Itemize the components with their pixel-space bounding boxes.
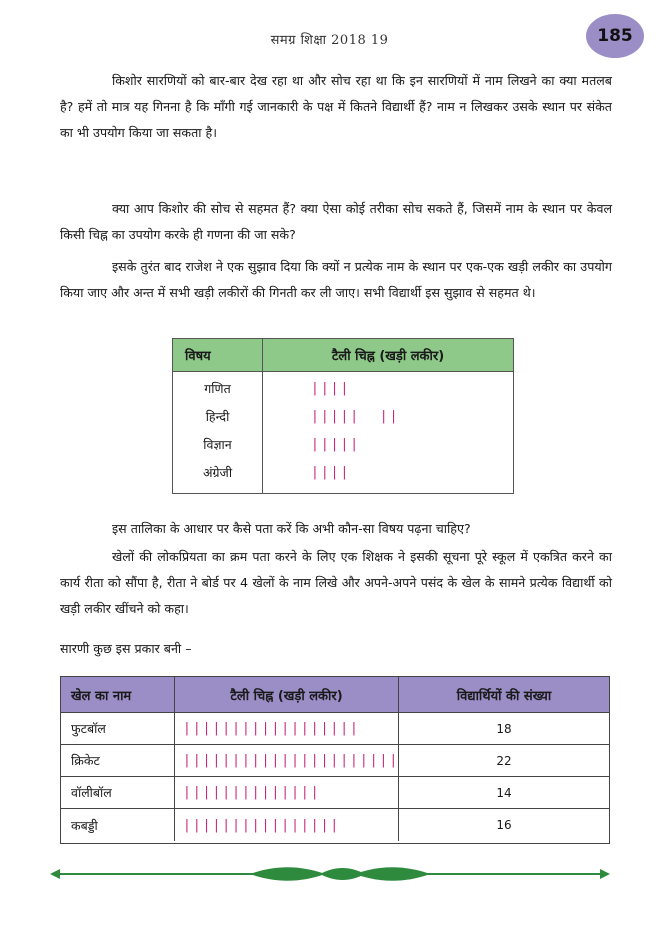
table-row	[61, 745, 609, 777]
sport-name: वॉलीबॉल	[61, 777, 175, 808]
subject-tally-table	[172, 338, 514, 494]
sport-name: फुटबॉल	[61, 713, 175, 744]
tally-marks: ||||	[311, 464, 351, 480]
student-count: 14	[496, 785, 512, 800]
table-row	[61, 777, 609, 809]
header-tally: टैली चिह्न (खड़ी लकीर)	[331, 349, 445, 364]
table-row	[61, 713, 609, 745]
tally-marks: |||||	[311, 436, 361, 452]
table-row	[61, 809, 609, 841]
sports-tally-table	[60, 676, 610, 844]
paragraph-kishore: किशोर सारणियों को बार-बार देख रहा था और सोच रहा था कि इन सारणियों में नाम लिखने का क्या मतलब है? हमें तो मात्र यह गिनना है कि माँगी गई जानकारी के पक्ष में कितने विद्यार्थी हैं? नाम न लिखकर उसके स्थान पर संकेत का भी उपयोग किया जा सकता है।	[60, 73, 612, 140]
student-count: 22	[496, 753, 512, 768]
student-count: 18	[496, 721, 512, 736]
paragraph-rajesh: इसके तुरंत बाद राजेश ने एक सुझाव दिया कि क्यों न प्रत्येक नाम के स्थान पर एक-एक खड़ी लकीर का उपयोग किया जाए और अन्त में सभी खड़ी लकीरों की गिनती कर ली जाए। सभी विद्यार्थी इस सुझाव से सहमत थे।	[60, 259, 612, 300]
header-subject: विषय	[173, 339, 263, 371]
header-student-count: विद्यार्थियों की संख्या	[456, 688, 552, 704]
subject-cell: अंग्रेजी	[202, 464, 233, 480]
tally-marks: ||||||||||||||||||||||	[183, 753, 400, 768]
header-sport-name: खेल का नाम	[61, 677, 175, 712]
subject-cell: हिन्दी	[205, 408, 230, 424]
paragraph-table-intro: सारणी कुछ इस प्रकार बनी –	[60, 641, 192, 656]
tally-marks: ||||||||||||||||||	[183, 721, 360, 736]
sport-name: क्रिकेट	[61, 745, 175, 776]
paragraph-table-question: इस तालिका के आधार पर कैसे पता करें कि अभी कौन-सा विषय पढ़ना चाहिए?	[112, 521, 471, 536]
paragraph-question: क्या आप किशोर की सोच से सहमत हैं? क्या ऐसा कोई तरीका सोच सकते हैं, जिसमें नाम के स्थान पर केवल किसी चिह्न का उपयोग करके ही गणना की जा सके?	[60, 201, 612, 242]
tally-marks: ||||||||||||||	[183, 785, 321, 800]
tally-marks: ||||	[311, 380, 351, 396]
sports-table-header	[61, 677, 609, 713]
subject-cell: गणित	[204, 380, 231, 396]
sport-name: कबड्डी	[61, 809, 175, 841]
page-number-badge: 185	[586, 14, 644, 58]
decorative-divider	[50, 862, 610, 886]
paragraph-sports: खेलों की लोकप्रियता का क्रम पता करने के लिए एक शिक्षक ने इसकी सूचना पूरे स्कूल में एकत्रित करने का कार्य रीता को सौंपा है, रीता ने बोर्ड पर 4 खेलों के नाम लिखे और अपने-अपने पसंद के खेल के सामने प्रत्येक विद्यार्थी को खड़ी लकीर खींचने को कहा।	[60, 549, 612, 616]
header-tally: टैली चिह्न (खड़ी लकीर)	[175, 677, 399, 712]
subject-table-header	[173, 339, 513, 372]
tally-marks: ||||||||||||||||	[183, 817, 341, 833]
tally-marks: ||||| ||	[311, 408, 400, 424]
running-header: समग्र शिक्षा 2018 19	[270, 33, 389, 48]
subject-cell: विज्ञान	[203, 436, 232, 452]
student-count: 16	[496, 818, 512, 832]
